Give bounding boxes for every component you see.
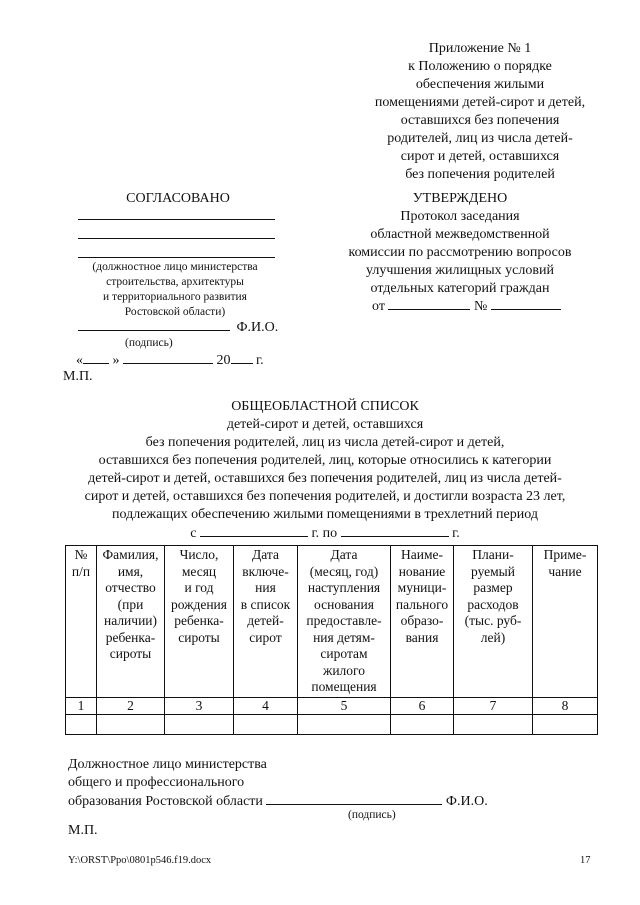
year-prefix: 20 <box>216 353 231 368</box>
heading-line: детей-сирот и детей, оставшихся без попечения родителей, лиц из числа детей- <box>88 471 562 486</box>
caption-line: строительства, архитектуры <box>106 276 244 288</box>
approved-line: Протокол заседания <box>400 209 520 224</box>
heading-line: сирот и детей, оставшихся без попечения родителей, и достигли возраста 23 лет, <box>84 489 566 504</box>
empty-cell <box>391 715 454 735</box>
table-row <box>66 715 598 735</box>
footer-mp: М.П. <box>68 823 98 838</box>
appendix-line: к Положению о порядке <box>408 59 552 74</box>
protocol-date-blank <box>388 297 470 310</box>
agreed-fio: Ф.И.О. <box>236 320 279 335</box>
empty-cell <box>165 715 234 735</box>
approved-number: № <box>473 299 488 314</box>
agreed-signature-caption: (подпись) <box>125 337 173 349</box>
approved-title: УТВЕРЖДЕНО <box>412 191 508 206</box>
agreed-blank-line <box>78 257 275 258</box>
appendix-line: оставшихся без попечения <box>400 113 560 128</box>
number-cell: 6 <box>391 697 454 715</box>
agreed-blank-line <box>78 238 275 239</box>
empty-cell <box>533 715 598 735</box>
appendix-line: родителей, лиц из числа детей- <box>387 131 573 146</box>
header-cell: Дата (месяц, год) наступления основания предоставле- ния детям- сиротам жилого помещения <box>298 546 391 698</box>
official-line: общего и профессионального <box>68 775 245 790</box>
month-blank <box>123 351 213 364</box>
number-cell: 3 <box>165 697 234 715</box>
official-block <box>68 756 538 811</box>
approved-line: областной межведомственной <box>370 227 550 242</box>
agreed-mp: М.П. <box>63 369 93 384</box>
appendix-line: Приложение № 1 <box>428 41 532 56</box>
header-cell: Число, месяц и год рождения ребенка- сироты <box>165 546 234 698</box>
period-mid: г. по <box>311 526 338 541</box>
official-signature-row <box>68 792 538 811</box>
signature-blank <box>78 318 230 331</box>
number-cell: 1 <box>66 697 97 715</box>
empty-cell <box>66 715 97 735</box>
agreed-blank-line <box>78 219 275 220</box>
caption-line: Ростовской области) <box>124 306 226 318</box>
appendix-line: без попечения родителей <box>405 167 555 182</box>
children-list-table <box>65 545 598 735</box>
empty-cell <box>234 715 298 735</box>
agreed-position-caption <box>70 260 280 320</box>
approved-line: отдельных категорий граждан <box>370 281 550 296</box>
number-cell: 8 <box>533 697 598 715</box>
heading-line: подлежащих обеспечению жилыми помещениями в трехлетний период <box>112 507 538 522</box>
approved-protocol-row <box>372 297 561 316</box>
list-title: ОБЩЕОБЛАСТНОЙ СПИСОК <box>231 399 419 414</box>
appendix-line: обеспечения жилыми <box>415 77 545 92</box>
appendix-line: сирот и детей, оставшихся <box>400 149 560 164</box>
appendix-line: помещениями детей-сирот и детей, <box>374 95 586 110</box>
official-signature-caption: (подпись) <box>348 809 396 821</box>
agreed-title: СОГЛАСОВАНО <box>126 191 230 206</box>
period-from: с <box>190 526 197 541</box>
heading-line: без попечения родителей, лиц из числа детей-сирот и детей, <box>145 435 505 450</box>
empty-cell <box>298 715 391 735</box>
header-cell: Фамилия, имя, отчество (при наличии) ребенка- сироты <box>97 546 165 698</box>
official-line: Должностное лицо министерства <box>68 757 267 772</box>
heading-line: детей-сирот и детей, оставшихся <box>226 417 424 432</box>
year-blank <box>231 351 253 364</box>
header-cell: № п/п <box>66 546 97 698</box>
approved-block <box>320 190 600 298</box>
file-path: Y:\ORST\Ppo\0801p546.f19.docx <box>68 855 212 866</box>
appendix-block <box>330 40 630 184</box>
empty-cell <box>454 715 533 735</box>
number-cell: 4 <box>234 697 298 715</box>
period-end: г. <box>452 526 460 541</box>
approved-from: от <box>372 299 385 314</box>
number-cell: 7 <box>454 697 533 715</box>
list-heading <box>40 398 610 543</box>
header-cell: Наиме- нование муници- пального образо- вания <box>391 546 454 698</box>
period-start-blank <box>200 524 308 537</box>
table-header-row <box>66 546 598 698</box>
official-signature-blank <box>266 792 442 805</box>
table-number-row <box>66 697 598 715</box>
protocol-number-blank <box>491 297 561 310</box>
number-cell: 5 <box>298 697 391 715</box>
official-line: образования Ростовской области <box>68 794 263 809</box>
quote-open: « <box>76 353 83 368</box>
agreed-date-row <box>76 351 264 370</box>
day-blank <box>83 351 109 364</box>
header-cell: Плани- руемый размер расходов (тыс. руб- лей) <box>454 546 533 698</box>
caption-line: и территориального развития <box>103 291 247 303</box>
number-cell: 2 <box>97 697 165 715</box>
period-end-blank <box>341 524 449 537</box>
period-row <box>40 524 610 543</box>
page-number: 17 <box>580 855 591 866</box>
agreed-fio-row <box>78 318 278 337</box>
empty-cell <box>97 715 165 735</box>
caption-line: (должностное лицо министерства <box>92 261 258 273</box>
header-cell: Дата включе- ния в список детей- сирот <box>234 546 298 698</box>
quote-close: » <box>112 353 120 368</box>
header-cell: Приме- чание <box>533 546 598 698</box>
heading-line: оставшихся без попечения родителей, лиц, которые относились к категории <box>98 453 552 468</box>
approved-line: комиссии по рассмотрению вопросов <box>348 245 572 260</box>
official-fio: Ф.И.О. <box>445 794 488 809</box>
year-suffix: г. <box>256 353 264 368</box>
approved-line: улучшения жилищных условий <box>366 263 554 278</box>
